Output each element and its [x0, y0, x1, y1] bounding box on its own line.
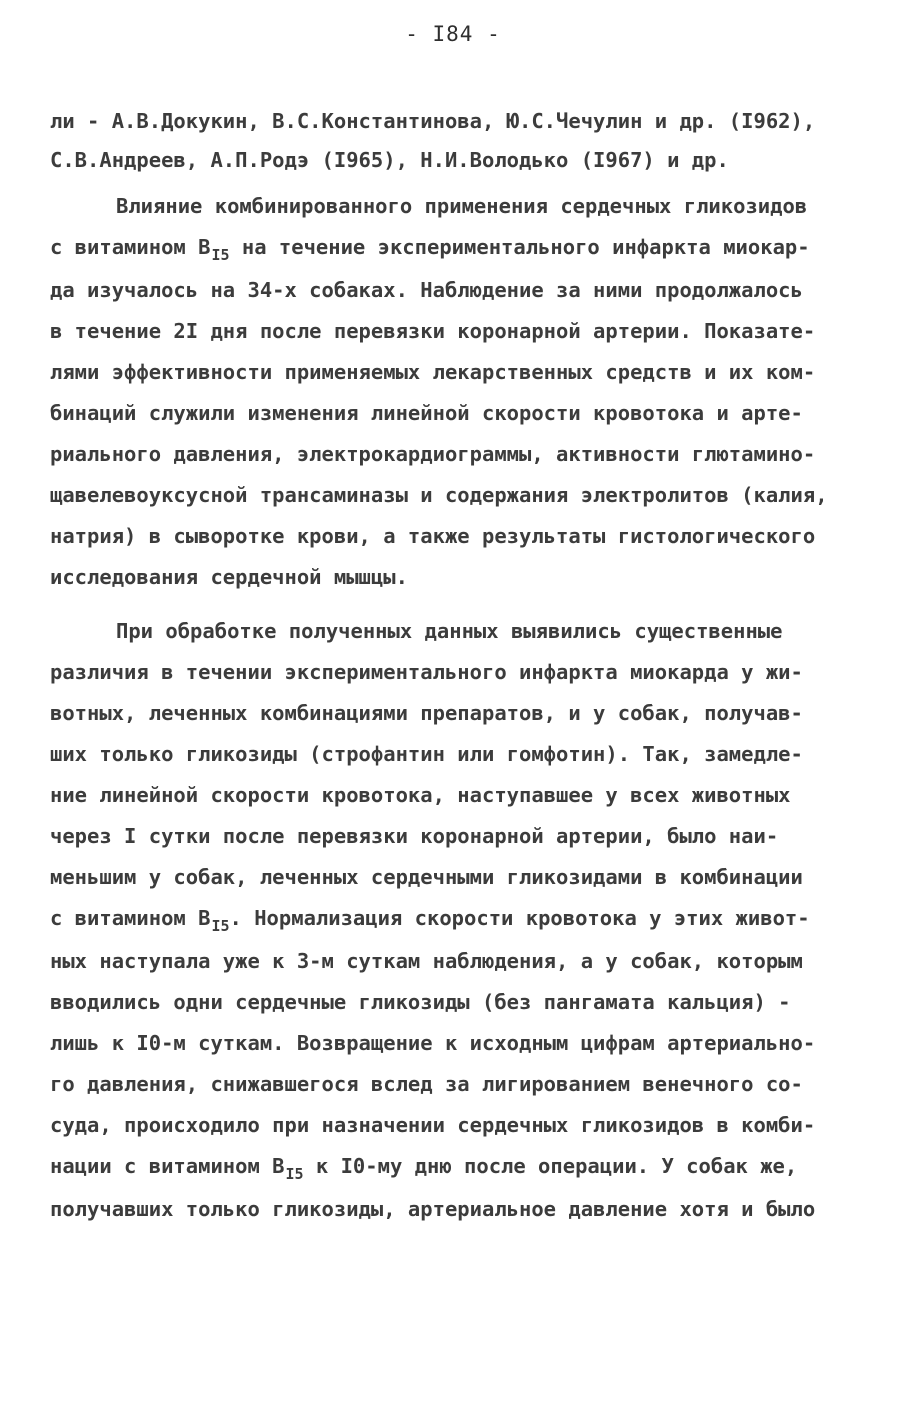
text-line-with-subscript — [50, 1151, 797, 1181]
text-line: ли - А.В.Докукин, В.С.Константинова, Ю.С.Чечулин и др. (I962), — [50, 109, 816, 133]
text-line: го давления, снижавшегося вслед за лигированием венечного со- — [50, 1072, 803, 1096]
line-segment: с витамином В — [50, 906, 211, 930]
line-segment: с витамином В — [50, 235, 211, 259]
text-line: суда, происходило при назначении сердечных гликозидов в комби- — [50, 1113, 816, 1137]
text-line-with-subscript — [50, 903, 810, 933]
line-segment: нации с витамином В — [50, 1154, 285, 1178]
line-segment: . Нормализация скорости кровотока у этих живот- — [229, 906, 810, 930]
subscript: I5 — [211, 917, 230, 935]
text-line: да изучалось на 34-х собаках. Наблюдение за ними продолжалось — [50, 278, 803, 302]
text-line: лями эффективности применяемых лекарственных средств и их ком- — [50, 360, 816, 384]
text-line: различия в течении экспериментального инфаркта миокарда у жи- — [50, 660, 803, 684]
paragraph-start-line: При обработке полученных данных выявились существенные — [116, 619, 783, 643]
text-line: натрия) в сыворотке крови, а также результаты гистологического — [50, 524, 816, 548]
page-number: - I84 - — [405, 22, 501, 46]
paragraph-start-line: Влияние комбинированного применения сердечных гликозидов — [116, 194, 808, 218]
text-line: ных наступала уже к 3-м суткам наблюдения, а у собак, которым — [50, 949, 803, 973]
text-line: в течение 2I дня после перевязки коронарной артерии. Показате- — [50, 319, 816, 343]
subscript: I5 — [211, 246, 230, 264]
text-line: исследования сердечной мышцы. — [50, 565, 408, 589]
line-segment: на течение экспериментального инфаркта миокар- — [229, 235, 810, 259]
text-line: вводились одни сердечные гликозиды (без пангамата кальция) - — [50, 990, 791, 1014]
line-segment: к I0-му дню после операции. У собак же, — [303, 1154, 798, 1178]
text-line: лишь к I0-м суткам. Возвращение к исходным цифрам артериально- — [50, 1031, 816, 1055]
text-line: бинаций служили изменения линейной скорости кровотока и арте- — [50, 401, 803, 425]
text-line: вотных, леченных комбинациями препаратов, и у собак, получав- — [50, 701, 803, 725]
text-line: через I сутки после перевязки коронарной артерии, было наи- — [50, 824, 779, 848]
text-line: ших только гликозиды (строфантин или гомфотин). Так, замедле- — [50, 742, 803, 766]
text-line: С.В.Андреев, А.П.Родэ (I965), Н.И.Володько (I967) и др. — [50, 148, 729, 172]
text-line: получавших только гликозиды, артериальное давление хотя и было — [50, 1197, 816, 1221]
subscript: I5 — [285, 1165, 304, 1183]
text-line: риального давления, электрокардиограммы, активности глютамино- — [50, 442, 816, 466]
text-line: ние линейной скорости кровотока, наступавшее у всех животных — [50, 783, 791, 807]
text-line: меньшим у собак, леченных сердечными гликозидами в комбинации — [50, 865, 803, 889]
text-line-with-subscript — [50, 232, 810, 262]
text-line: щавелевоуксусной трансаминазы и содержания электролитов (калия, — [50, 483, 828, 507]
